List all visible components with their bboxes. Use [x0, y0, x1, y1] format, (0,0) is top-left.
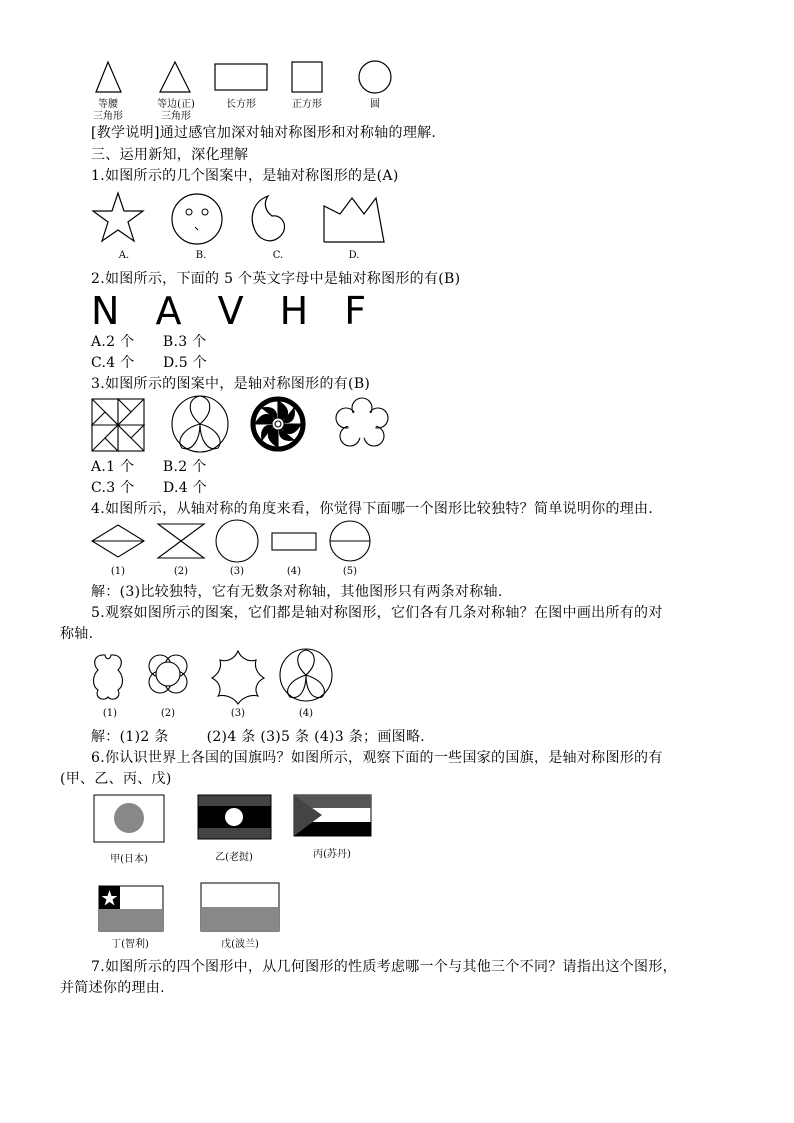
q4-answer: 解：(3)比较独特，它有无数条对称轴，其他图形只有两条对称轴. [91, 584, 503, 600]
q1-caption-d: D. [348, 250, 360, 261]
q4-caption-2: (2) [173, 566, 189, 577]
q2-options-ab: A.2 个 B.3 个 [91, 334, 207, 350]
q5-caption-3: (3) [230, 708, 246, 719]
q3-options-cd: C.3 个 D.4 个 [91, 480, 208, 496]
q4-caption-1: (1) [110, 566, 126, 577]
teaching-note: [教学说明]通过感官加深对轴对称图形和对称轴的理解. [91, 125, 437, 141]
question-7-line2: 并简述你的理由. [60, 980, 165, 996]
question-7-line1: 7.如图所示的四个图形中，从几何图形的性质考虑哪一个与其他三个不同？请指出这个图形， [91, 959, 677, 975]
flag-laos-icon [198, 795, 271, 839]
question-5-line2: 称轴. [60, 626, 94, 642]
q1-caption-a: A. [118, 250, 130, 261]
question-6-line1: 6.你认识世界上各国的国旗吗？如图所示，观察下面的一些国家的国旗，是轴对称图形的有 [91, 750, 663, 766]
flag-caption-poland: 戊(波兰) [221, 939, 259, 950]
flag-sudan-icon [294, 795, 371, 836]
q1-caption-b: B. [195, 250, 207, 261]
shape-caption-rectangle: 长方形 [226, 99, 256, 110]
q2-letters: N A V H F [91, 289, 367, 333]
q2-options-cd: C.4 个 D.5 个 [91, 355, 208, 371]
flag-caption-laos: 乙(老挝) [215, 852, 253, 863]
shape-caption-square: 正方形 [292, 99, 322, 110]
flag-caption-chile: 丁(智利) [111, 939, 149, 950]
q4-caption-3: (3) [229, 566, 245, 577]
shape-caption-isosceles: 等腰 三角形 [93, 99, 123, 122]
q5-caption-4: (4) [298, 708, 314, 719]
q5-caption-1: (1) [102, 708, 118, 719]
flag-poland-icon [201, 883, 279, 931]
flag-caption-sudan: 丙(苏丹) [313, 849, 351, 860]
q4-caption-4: (4) [286, 566, 302, 577]
section-heading: 三、运用新知，深化理解 [91, 147, 249, 163]
flag-japan-icon [94, 795, 164, 842]
q5-caption-2: (2) [160, 708, 176, 719]
question-6-line2: (甲、乙、丙、戊) [60, 771, 172, 787]
q3-options-ab: A.1 个 B.2 个 [91, 459, 207, 475]
q4-caption-5: (5) [342, 566, 358, 577]
q5-answer: 解：(1)2 条 (2)4 条 (3)5 条 (4)3 条；画图略. [91, 729, 426, 745]
q1-caption-c: C. [272, 250, 284, 261]
flag-caption-japan: 甲(日本) [110, 854, 148, 865]
question-1: 1.如图所示的几个图案中，是轴对称图形的是(A) [91, 168, 399, 184]
flag-chile-icon [99, 886, 163, 931]
question-4: 4.如图所示，从轴对称的角度来看，你觉得下面哪一个图形比较独特？简单说明你的理由. [91, 501, 654, 517]
shape-caption-equilateral: 等边(正) 三角形 [157, 99, 195, 122]
question-5-line1: 5.观察如图所示的图案，它们都是轴对称图形，它们各有几条对称轴？在图中画出所有的对 [91, 605, 663, 621]
question-3: 3.如图所示的图案中，是轴对称图形的有(B) [91, 376, 371, 392]
question-2: 2.如图所示，下面的 5 个英文字母中是轴对称图形的有(B) [91, 271, 461, 287]
shape-caption-circle: 圆 [370, 99, 380, 110]
